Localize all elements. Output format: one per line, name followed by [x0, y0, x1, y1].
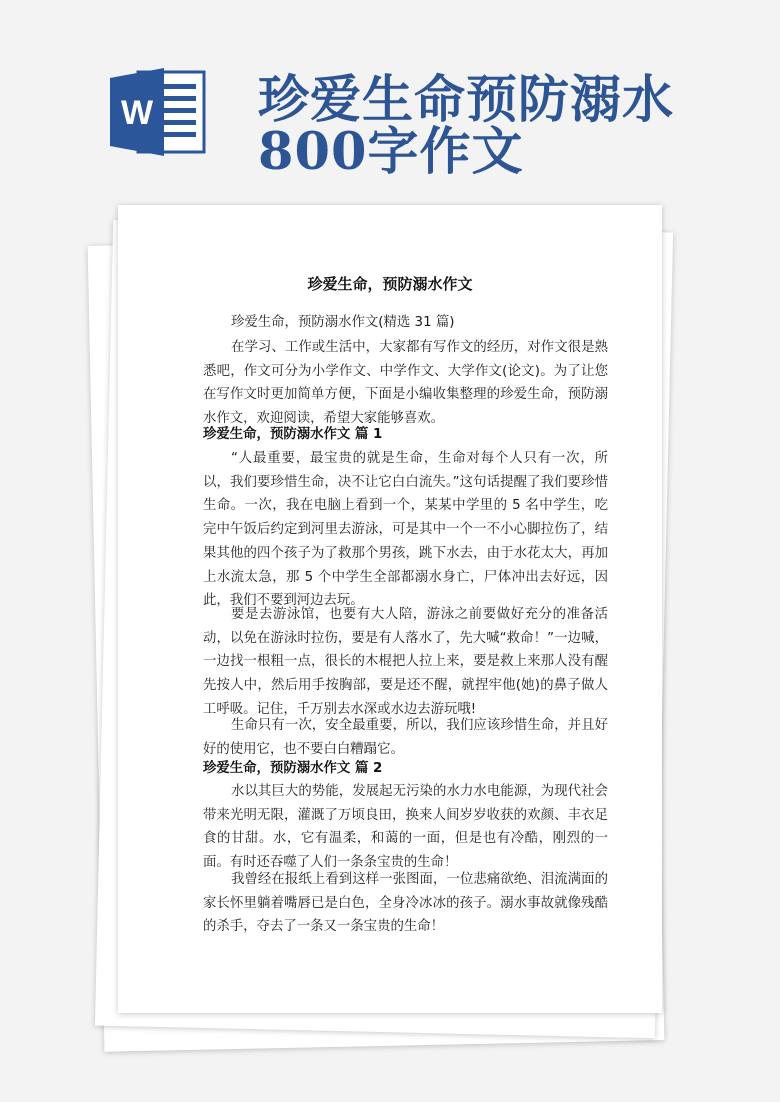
header-banner	[0, 0, 780, 200]
section-2-paragraph-1: 水以其巨大的势能，发展起无污染的水力水电能源，为现代社会带来光明无限，灌溉了万顷良田，换来人间岁岁收获的欢颜、丰衣足食的甘甜。水，它有温柔，和蔼的一面，但是也有冷酷，刚烈的一面。有时还吞噬了人们一条条宝贵的生命！	[203, 784, 608, 871]
section-2-heading: 珍爱生命，预防溺水作文 篇 2	[203, 761, 383, 776]
section-1-paragraph-2: 要是去游泳馆，也要有大人陪，游泳之前要做好充分的准备活动，以免在游泳时拉伤，要是有人落水了，先大喊“救命！”一边喊，一边找一根粗一点，很长的木棍把人拉上来，要是救上来那人没有醒先按人中，然后用手按胸部，要是还不醒，就捏牢他(她)的鼻子做人工呼吸。记住，千万别去水深或水边去游玩哦!	[203, 607, 608, 717]
document-title: 珍爱生命，预防溺水作文	[307, 275, 473, 293]
word-document-icon	[108, 66, 208, 158]
section-1-heading: 珍爱生命，预防溺水作文 篇 1	[203, 427, 383, 442]
intro-paragraph: 在学习、工作或生活中，大家都有写作文的经历，对作文很是熟悉吧，作文可分为小学作文、中学作文、大学作文(论文)。为了让您在写作文时更加简单方便，下面是小编收集整理的珍爱生命，预防溺水作文，欢迎阅读，希望大家能够喜欢。	[203, 340, 608, 427]
section-2-paragraph-2: 我曾经在报纸上看到这样一张图面，一位悲痛欲绝、泪流满面的家长怀里躺着嘴唇已是白色，全身冷冰冰的孩子。溺水事故就像残酷的杀手，夺去了一条又一条宝贵的生命！	[203, 872, 608, 935]
svg-text:W: W	[120, 94, 154, 132]
page-title-line-2: 800字作文	[258, 122, 524, 182]
intro-line: 珍爱生命，预防溺水作文(精选 31 篇)	[231, 315, 455, 330]
section-1-paragraph-1: “人最重要，最宝贵的就是生命，生命对每个人只有一次，所以，我们要珍惜生命，决不让它白白流失。”这句话提醒了我们要珍惜生命。一次，我在电脑上看到一个，某某中学里的 5 名中学生，吃完中午饭后约定到河里去游泳，可是其中一个一不小心脚拉伤了，结果其他的四个孩子为了救那个男孩，跳下水去，由于水花太大，再加上水流太急，那 5 个中学生全部都溺水身亡，尸体冲出去好远，因此，我们不要到河边去玩。	[203, 451, 608, 609]
section-1-paragraph-3: 生命只有一次，安全最重要，所以，我们应该珍惜生命，并且好好的使用它，也不要白白糟蹋它。	[203, 718, 608, 757]
page-title-line-1: 珍爱生命预防溺水	[258, 70, 675, 130]
